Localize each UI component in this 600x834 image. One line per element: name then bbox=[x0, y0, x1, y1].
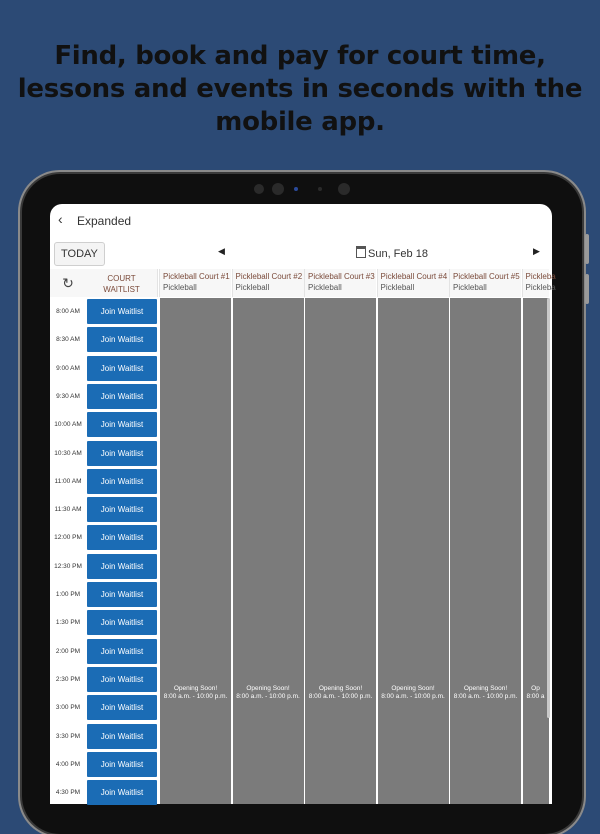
court-header bbox=[522, 269, 556, 297]
camera-icon bbox=[338, 183, 350, 195]
time-slot-label: 1:00 PM bbox=[55, 591, 81, 598]
scrollbar[interactable] bbox=[547, 298, 550, 718]
court-schedule-column[interactable] bbox=[160, 298, 231, 804]
opening-title: Opening Soon! bbox=[391, 685, 435, 692]
time-slot-label: 9:30 AM bbox=[56, 392, 80, 400]
time-slot-label: 2:30 PM bbox=[55, 675, 81, 683]
triangle-right-icon[interactable]: ▶ bbox=[533, 246, 540, 256]
opening-soon-notice bbox=[160, 685, 231, 701]
join-waitlist-button[interactable]: Join Waitlist bbox=[87, 412, 157, 437]
join-waitlist-button[interactable]: Join Waitlist bbox=[87, 724, 157, 749]
time-slot-label: 11:00 AM bbox=[54, 477, 82, 485]
court-schedule-column[interactable] bbox=[523, 298, 549, 804]
time-slot-label: 10:00 AM bbox=[54, 421, 82, 429]
headline-line-3: mobile app. bbox=[215, 107, 385, 137]
court-header bbox=[449, 269, 521, 297]
sensor-icon bbox=[294, 187, 298, 191]
sensor-icon bbox=[318, 187, 322, 191]
time-slot-label: 4:00 PM bbox=[55, 760, 81, 768]
court-schedule-column[interactable] bbox=[233, 298, 304, 804]
time-slot-label: 12:00 PM bbox=[54, 534, 82, 542]
tablet-volume-button bbox=[585, 234, 589, 264]
time-slot-label: 11:30 AM bbox=[54, 506, 82, 514]
join-waitlist-button[interactable]: Join Waitlist bbox=[87, 441, 157, 466]
top-bar bbox=[50, 204, 552, 234]
join-waitlist-button[interactable]: Join Waitlist bbox=[87, 384, 157, 409]
join-waitlist-button[interactable]: Join Waitlist bbox=[87, 525, 157, 550]
court-sport: Pickleball bbox=[308, 283, 342, 292]
marketing-headline bbox=[0, 40, 600, 139]
tablet-volume-button bbox=[585, 274, 589, 304]
court-header bbox=[304, 269, 376, 297]
court-name: Pickleball Court #2 bbox=[235, 272, 303, 281]
opening-title: Opening Soon! bbox=[318, 685, 363, 692]
headline-line-2: lessons and events in seconds with the bbox=[17, 74, 583, 104]
camera-bar bbox=[22, 184, 582, 194]
court-sport: Pickleball bbox=[163, 283, 197, 292]
opening-soon-notice bbox=[305, 685, 376, 701]
opening-hours: 8:00 a.m. - 10:00 p.m. bbox=[308, 693, 373, 700]
tablet-frame bbox=[22, 174, 582, 834]
court-header bbox=[377, 269, 449, 297]
date-label: Sun, Feb 18 bbox=[368, 248, 428, 260]
opening-hours: 8:00 a.m. - 10:00 p.m. bbox=[163, 693, 228, 700]
calendar-icon bbox=[356, 246, 366, 258]
opening-title: Opening Soon! bbox=[173, 685, 218, 692]
headline-line-1: Find, book and pay for court time, bbox=[54, 41, 546, 71]
refresh-icon[interactable]: ↻ bbox=[62, 275, 74, 291]
date-navigation bbox=[50, 242, 552, 266]
court-name: Pickleball Court #5 bbox=[453, 272, 520, 281]
app-screen bbox=[50, 204, 556, 804]
court-header bbox=[159, 269, 231, 297]
waitlist-header bbox=[86, 269, 158, 297]
waitlist-header-line-2: WAITLIST bbox=[103, 285, 140, 294]
time-slot-label: 9:00 AM bbox=[56, 364, 80, 372]
date-picker[interactable] bbox=[356, 246, 428, 260]
chevron-left-icon[interactable]: ‹ bbox=[58, 211, 63, 227]
court-name: Pickleball Court #3 bbox=[308, 272, 375, 281]
court-name: Pickleba bbox=[525, 272, 556, 281]
opening-hours: 8:00 a bbox=[526, 693, 545, 700]
join-waitlist-button[interactable]: Join Waitlist bbox=[87, 610, 157, 635]
join-waitlist-button[interactable]: Join Waitlist bbox=[87, 667, 157, 692]
waitlist-header-line-1: COURT bbox=[107, 274, 136, 283]
join-waitlist-button[interactable]: Join Waitlist bbox=[87, 356, 157, 381]
opening-hours: 8:00 a.m. - 10:00 p.m. bbox=[236, 693, 300, 700]
today-button[interactable]: TODAY bbox=[54, 242, 105, 266]
court-schedule-column[interactable] bbox=[305, 298, 376, 804]
join-waitlist-button[interactable]: Join Waitlist bbox=[87, 752, 157, 777]
opening-title: Opening Soon! bbox=[246, 685, 290, 692]
join-waitlist-button[interactable]: Join Waitlist bbox=[87, 639, 157, 664]
opening-soon-notice bbox=[378, 685, 449, 701]
join-waitlist-button[interactable]: Join Waitlist bbox=[87, 469, 157, 494]
refresh-cell[interactable] bbox=[50, 269, 87, 297]
court-name: Pickleball Court #4 bbox=[380, 272, 448, 281]
court-sport: Pickleball bbox=[453, 283, 487, 292]
opening-soon-notice bbox=[523, 685, 549, 701]
court-schedule-column[interactable] bbox=[378, 298, 449, 804]
opening-soon-notice bbox=[233, 685, 304, 701]
triangle-left-icon[interactable]: ◀ bbox=[218, 246, 225, 256]
court-sport: Pickleball bbox=[235, 283, 270, 292]
court-sport: Pickleba bbox=[525, 283, 556, 292]
join-waitlist-button[interactable]: Join Waitlist bbox=[87, 327, 157, 352]
court-name: Pickleball Court #1 bbox=[163, 272, 230, 281]
time-slot-label: 3:00 PM bbox=[55, 704, 81, 712]
camera-icon bbox=[272, 183, 284, 195]
join-waitlist-button[interactable]: Join Waitlist bbox=[87, 299, 157, 324]
opening-title: Op bbox=[531, 685, 540, 692]
opening-hours: 8:00 a.m. - 10:00 p.m. bbox=[453, 693, 518, 700]
court-schedule-column[interactable] bbox=[450, 298, 521, 804]
schedule-grid bbox=[50, 269, 556, 804]
page-title: Expanded bbox=[77, 214, 132, 228]
join-waitlist-button[interactable]: Join Waitlist bbox=[87, 554, 157, 579]
time-slot-label: 1:30 PM bbox=[55, 619, 81, 627]
time-slot-label: 10:30 AM bbox=[54, 449, 82, 457]
join-waitlist-button[interactable]: Join Waitlist bbox=[87, 582, 157, 607]
time-slot-label: 8:00 AM bbox=[56, 308, 80, 315]
join-waitlist-button[interactable]: Join Waitlist bbox=[87, 780, 157, 805]
time-slot-label: 12:30 PM bbox=[54, 562, 82, 570]
opening-soon-notice bbox=[450, 685, 521, 701]
court-header bbox=[232, 269, 304, 297]
opening-title: Opening Soon! bbox=[463, 685, 508, 692]
time-slot-label: 4:30 PM bbox=[55, 789, 81, 797]
time-slot-label: 8:30 AM bbox=[56, 336, 80, 344]
join-waitlist-button[interactable]: Join Waitlist bbox=[87, 497, 157, 522]
camera-icon bbox=[254, 184, 264, 194]
time-slot-label: 3:30 PM bbox=[55, 732, 81, 740]
time-slot-label: 2:00 PM bbox=[55, 647, 81, 655]
court-sport: Pickleball bbox=[380, 283, 415, 292]
opening-hours: 8:00 a.m. - 10:00 p.m. bbox=[381, 693, 445, 700]
join-waitlist-button[interactable]: Join Waitlist bbox=[87, 695, 157, 720]
